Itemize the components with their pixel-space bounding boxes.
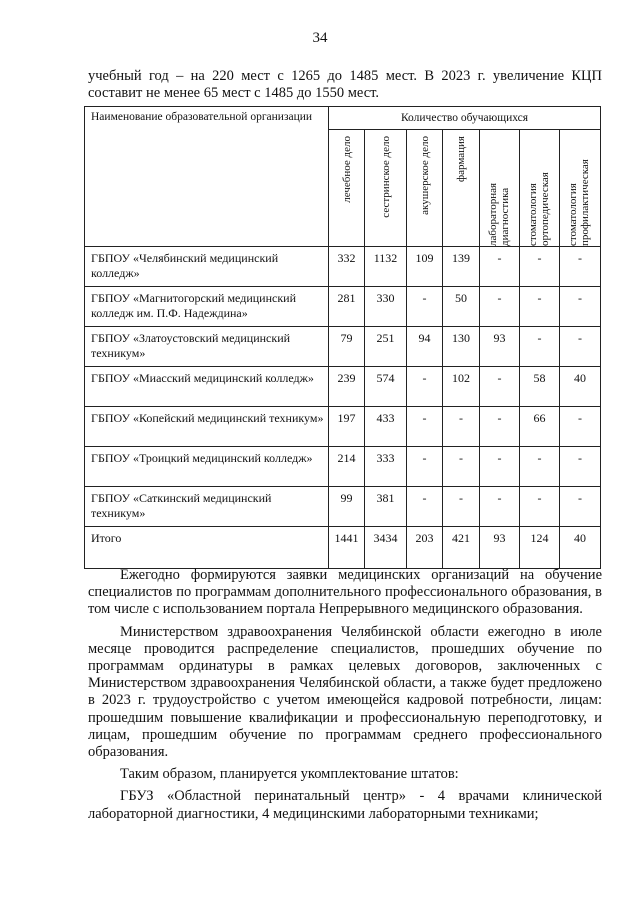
intro-paragraph [88,68,602,102]
intro-text: учебный год – на 220 мест с 1265 до 1485 мест. В 2023 г. увеличение КЦП составит не менее 65 мест с 1485 до 1550 мест. [88,68,602,101]
column-header [329,130,365,247]
org-name-header: Наименование образовательной организации [85,107,329,247]
value-cell: 102 [443,367,480,407]
value-cell: - [560,247,601,287]
column-header [480,130,520,247]
value-cell: - [480,487,520,527]
column-header-label: фармация [455,136,467,182]
paragraph: Таким образом, планируется укомплектование штатов: [120,766,459,783]
value-cell: 381 [365,487,407,527]
value-cell: 94 [407,327,443,367]
column-header-label: сестринское дело [379,136,392,218]
paragraph: Министерством здравоохранения Челябинской области ежегодно в июле месяце проводится распределение специалистов, прошедших обучение по программам ординатуры в рамках целевых договоров, заключенных с Министерством здравоохранения Челябинской области, а также будет предложено в 2023 г. трудоустройство с учетом имеющейся кадровой потребности, лицам: прошедшим повышение квалификации и профессиональную переподготовку, и лицам, прошедшим обучение по программам среднего профессионального образования. [88,623,602,761]
value-cell: 130 [443,327,480,367]
table-body [85,247,601,569]
value-cell: 197 [329,407,365,447]
value-cell: - [443,447,480,487]
value-cell: 139 [443,247,480,287]
value-cell: 330 [365,287,407,327]
column-header-label: лабораторная диагностика [486,182,511,246]
total-value-cell: 3434 [365,527,407,569]
table-row [85,287,601,327]
value-cell: - [480,407,520,447]
value-cell: - [407,407,443,447]
total-value-cell: 421 [443,527,480,569]
total-row [85,527,601,569]
org-name-cell: ГБПОУ «Копейский медицинский техникум» [85,407,329,447]
table-row [85,407,601,447]
paragraph: ГБУЗ «Областной перинатальный центр» - 4 врачами клинической лабораторной диагностики, 4 медицинскими лабораторными техниками; [88,788,602,822]
body-text [88,567,602,828]
value-cell: 93 [480,327,520,367]
value-cell: 433 [365,407,407,447]
value-cell: - [480,447,520,487]
value-cell: - [407,487,443,527]
student-count-header: Количество обучающихся [329,107,601,130]
value-cell: 58 [520,367,560,407]
value-cell: - [520,487,560,527]
value-cell: - [480,247,520,287]
table-header [85,107,601,247]
students-table [84,106,601,569]
value-cell: - [560,327,601,367]
column-header-label: акушерское дело [418,136,431,215]
org-name-cell: ГБПОУ «Миасский медицинский колледж» [85,367,329,407]
value-cell: - [560,487,601,527]
value-cell: 251 [365,327,407,367]
value-cell: 99 [329,487,365,527]
paragraph: Ежегодно формируются заявки медицинских организаций на обучение специалистов по программам дополнительного профессионального образования, в том числе с использованием портала Непрерывного медицинского образования. [88,567,602,618]
value-cell: - [520,287,560,327]
value-cell: 239 [329,367,365,407]
total-value-cell: 124 [520,527,560,569]
value-cell: - [443,487,480,527]
value-cell: - [480,367,520,407]
column-header-label: лечебное дело [340,136,353,203]
value-cell: 109 [407,247,443,287]
column-header [407,130,443,247]
value-cell: - [560,287,601,327]
value-cell: 1132 [365,247,407,287]
org-name-cell: ГБПОУ «Магнитогорский медицинский колледж им. П.Ф. Надеждина» [85,287,329,327]
value-cell: 333 [365,447,407,487]
value-cell: - [560,447,601,487]
value-cell: - [407,447,443,487]
table-row [85,367,601,407]
value-cell: - [407,367,443,407]
value-cell: 332 [329,247,365,287]
total-value-cell: 203 [407,527,443,569]
column-header [443,130,480,247]
table-row [85,327,601,367]
value-cell: 50 [443,287,480,327]
page-number: 34 [312,30,328,46]
org-name-cell: ГБПОУ «Челябинский медицинский колледж» [85,247,329,287]
total-value-cell: 1441 [329,527,365,569]
value-cell: 281 [329,287,365,327]
value-cell: - [407,287,443,327]
table-row [85,247,601,287]
table-row [85,487,601,527]
column-header [365,130,407,247]
value-cell: - [443,407,480,447]
org-name-cell: ГБПОУ «Троицкий медицинский колледж» [85,447,329,487]
column-header-label: стоматология ортопедическая [526,172,551,246]
org-name-cell: ГБПОУ «Саткинский медицинский техникум» [85,487,329,527]
total-value-cell: 40 [560,527,601,569]
value-cell: - [560,407,601,447]
value-cell: - [520,247,560,287]
org-name-cell: ГБПОУ «Златоустовский медицинский техникум» [85,327,329,367]
column-header [560,130,601,247]
value-cell: 66 [520,407,560,447]
column-header [520,130,560,247]
value-cell: 79 [329,327,365,367]
value-cell: 214 [329,447,365,487]
value-cell: 40 [560,367,601,407]
table-row [85,447,601,487]
total-value-cell: 93 [480,527,520,569]
value-cell: 574 [365,367,407,407]
value-cell: - [520,327,560,367]
total-label-cell: Итого [85,527,329,569]
value-cell: - [480,287,520,327]
column-header-label: стоматология профилактическая [567,159,591,246]
value-cell: - [520,447,560,487]
